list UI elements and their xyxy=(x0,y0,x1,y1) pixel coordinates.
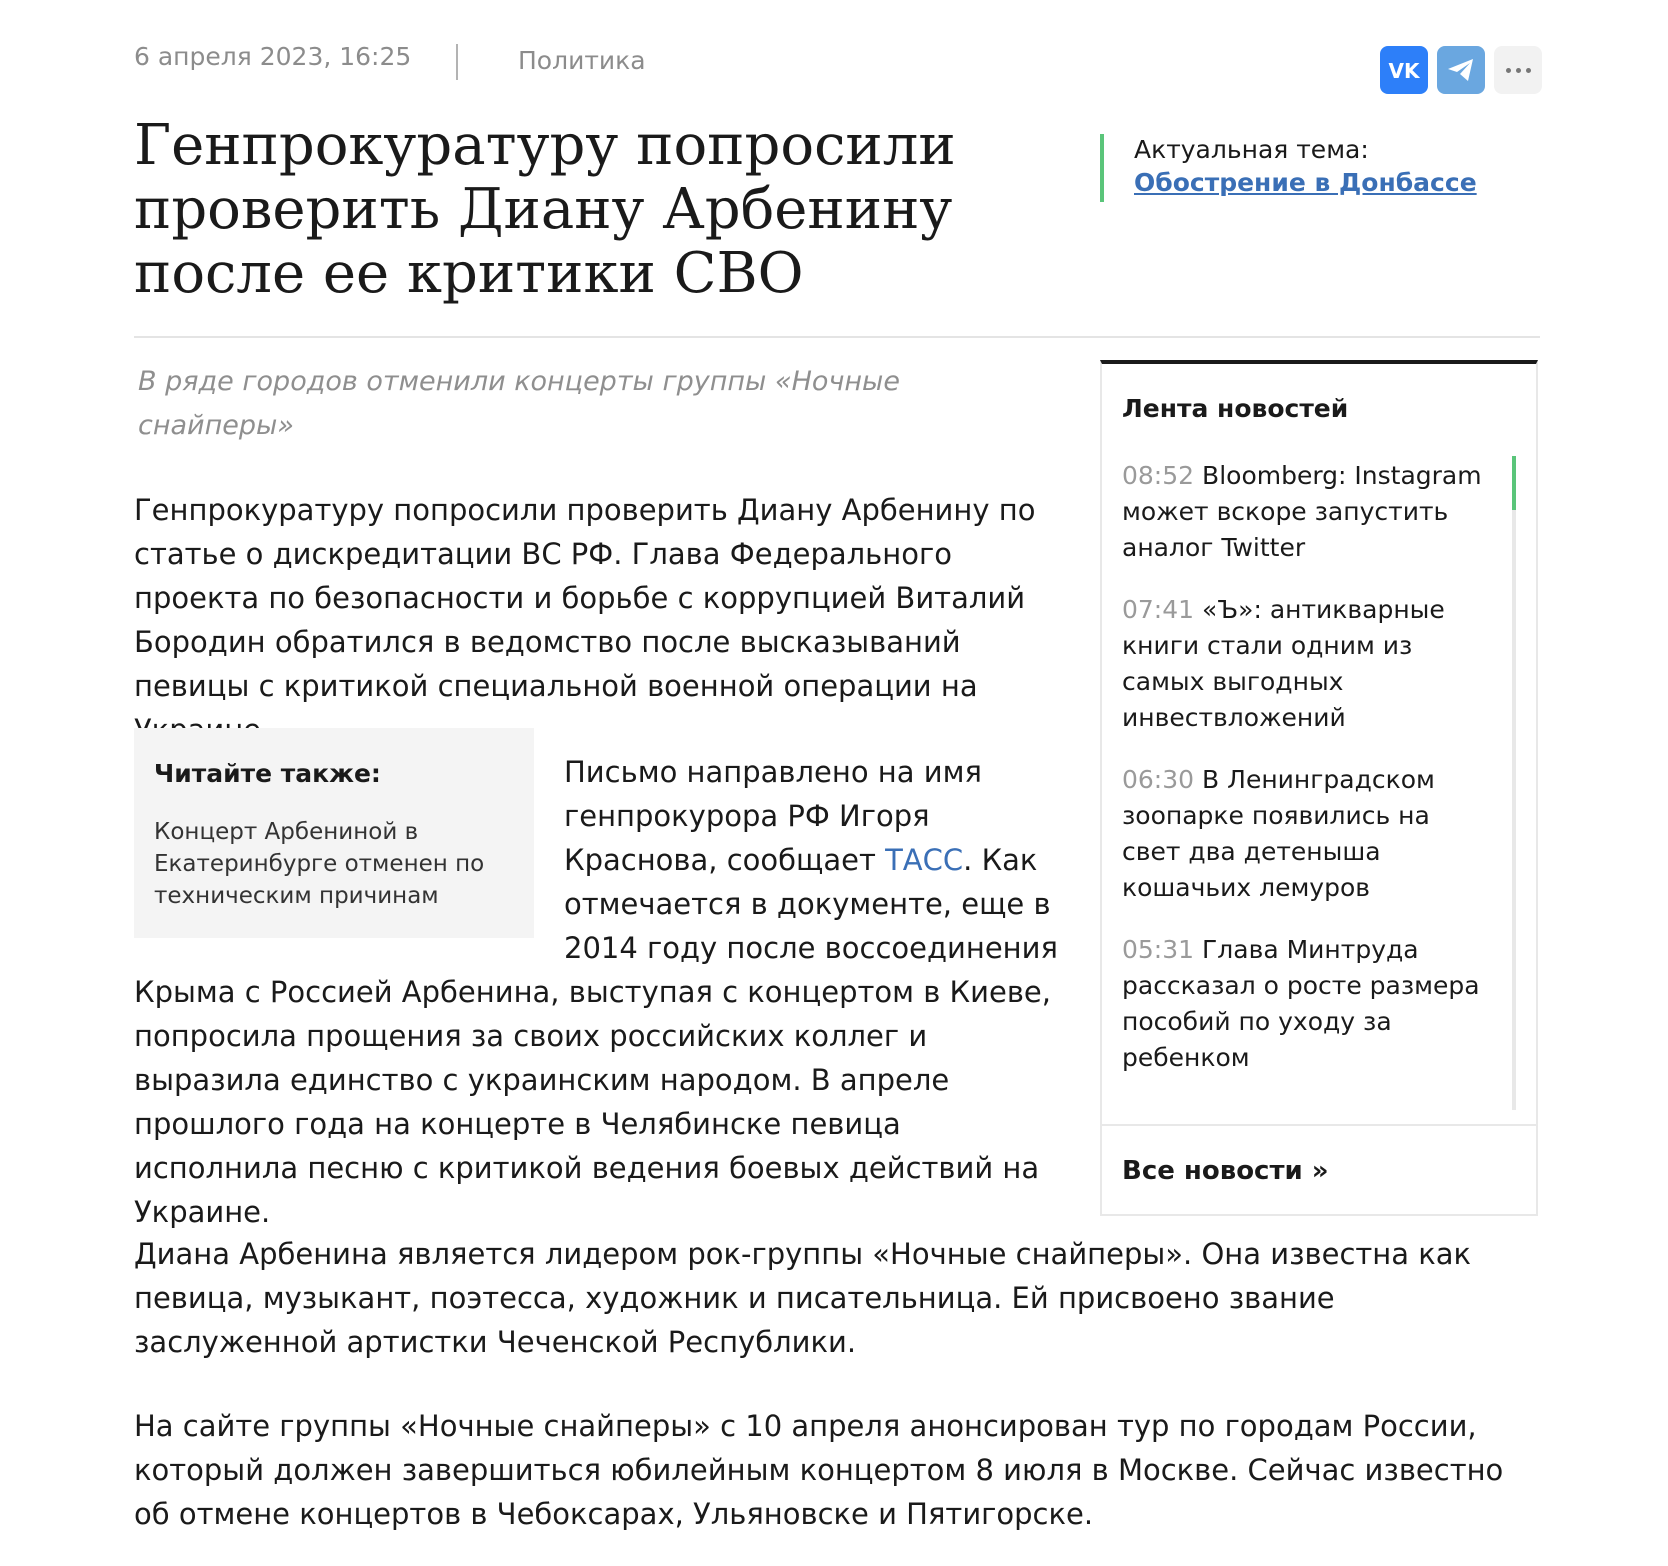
meta-divider xyxy=(456,44,458,80)
tass-link[interactable]: ТАСС xyxy=(885,843,964,877)
news-time: 07:41 xyxy=(1122,595,1195,624)
news-feed-list xyxy=(1122,458,1492,1102)
news-feed-item[interactable] xyxy=(1122,762,1492,906)
news-time: 05:31 xyxy=(1122,935,1195,964)
news-feed-item[interactable] xyxy=(1122,458,1492,566)
paragraph-2-text-end: . Как отмечается в документе, еще в 2014 году после воссоединения Крыма с Россией Арбенина, выступая с концертом в Киеве, попросила прощения за своих российских коллег и выразила единство с украинским народом. В апреле прошлого года на концерте в Челябинске певица исполнила песню с критикой ведения боевых действий на Украине. xyxy=(134,843,1058,1229)
news-time: 06:30 xyxy=(1122,765,1195,794)
read-also-title: Читайте также: xyxy=(154,759,381,788)
paragraph-2-text-start: Письмо направлено на имя генпрокурора РФ Игоря Краснова, сообщает xyxy=(564,755,982,877)
topic-label: Актуальная тема: xyxy=(1134,135,1369,164)
news-headline: «Ъ»: антикварные книги стали одним из самых выгодных инвествложений xyxy=(1122,595,1445,732)
news-time: 08:52 xyxy=(1122,461,1195,490)
news-feed-divider xyxy=(1102,1124,1536,1126)
news-headline: Bloomberg: Instagram может вскоре запустить аналог Twitter xyxy=(1122,461,1482,562)
all-news-link[interactable]: Все новости » xyxy=(1122,1156,1329,1186)
topic-link[interactable]: Обострение в Донбассе xyxy=(1134,168,1477,197)
news-feed-scrollbar[interactable] xyxy=(1512,456,1516,1110)
news-feed-item[interactable] xyxy=(1122,592,1492,736)
vk-icon xyxy=(1387,59,1421,81)
current-topic xyxy=(1100,134,1477,202)
share-more-button[interactable] xyxy=(1494,46,1542,94)
telegram-icon xyxy=(1446,57,1476,83)
rubric-link[interactable]: Политика xyxy=(518,46,646,75)
news-feed-scroll-thumb[interactable] xyxy=(1512,456,1516,510)
news-feed xyxy=(1100,360,1538,1216)
read-also-link[interactable]: Концерт Арбениной в Екатеринбурге отменен по техническим причинам xyxy=(154,819,485,909)
news-headline: В Ленинградском зоопарке появились на свет два детеныша кошачьих лемуров xyxy=(1122,765,1435,902)
publish-date: 6 апреля 2023, 16:25 xyxy=(134,42,412,71)
header-divider xyxy=(134,336,1540,338)
news-feed-item[interactable] xyxy=(1122,932,1492,1076)
news-headline: Глава Минтруда рассказал о росте размера пособий по уходу за ребенком xyxy=(1122,935,1480,1072)
article-paragraph-4: На сайте группы «Ночные снайперы» с 10 апреля анонсирован тур по городам России, который должен завершиться юбилейным концертом 8 июля в Москве. Сейчас известно об отмене концертов в Чебоксарах, Ульяновске и Пятигорске. xyxy=(134,1409,1504,1531)
article-paragraph-3: Диана Арбенина является лидером рок-группы «Ночные снайперы». Она известна как певица, музыкант, поэтесса, художник и писательница. Ей присвоено звание заслуженной артистки Чеченской Республики. xyxy=(134,1237,1472,1359)
article-subtitle: В ряде городов отменили концерты группы «Ночные снайперы» xyxy=(138,366,900,441)
article-paragraph-1: Генпрокуратуру попросили проверить Диану Арбенину по статье о дискредитации ВС РФ. Глава Федерального проекта по безопасности и борьбе с коррупцией Виталий Бородин обратился в ведомство после высказываний певицы с критикой специальной военной операции на xyxy=(134,493,1036,703)
more-icon xyxy=(1506,68,1511,73)
share-telegram-button[interactable] xyxy=(1437,46,1485,94)
article-paragraph-2 xyxy=(134,750,1062,1234)
article-headline: Генпрокуратуру попросили проверить Диану Арбенину после ее критики СВО xyxy=(134,113,956,306)
news-feed-title: Лента новостей xyxy=(1122,394,1349,423)
read-also-box xyxy=(134,728,534,938)
svg-text:VK: VK xyxy=(1388,59,1420,81)
share-vk-button[interactable] xyxy=(1380,46,1428,94)
